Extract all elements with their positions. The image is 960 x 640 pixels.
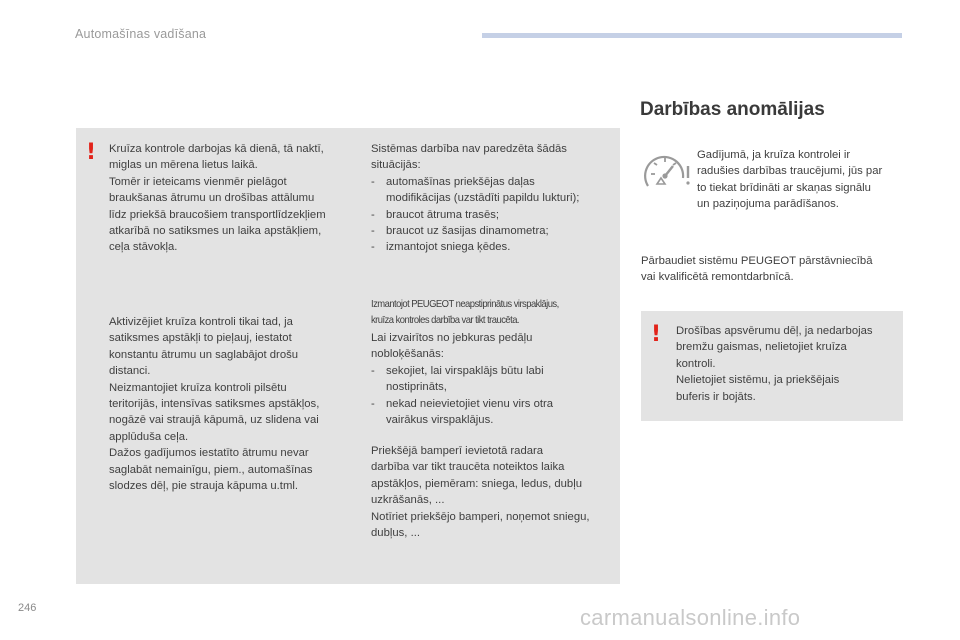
- text-line: to tiekat brīdināti ar skaņas signālu: [697, 181, 871, 194]
- speedometer-warning-icon: [643, 150, 693, 194]
- text-line: Priekšējā bamperī ievietotā radara: [371, 445, 544, 457]
- text-line: Aktivizējiet kruīza kontroli tikai tad, ja: [109, 316, 293, 328]
- col1-block1: [109, 141, 359, 256]
- watermark: carmanualsonline.info: [580, 605, 801, 630]
- text-line: ceļa stāvokļa.: [109, 241, 178, 254]
- text-line: Lai izvairītos no jebkuras pedāļu: [371, 332, 533, 344]
- text-line: saglabāt nemainīgu, piem., automašīnas: [109, 463, 313, 476]
- list-item: [371, 239, 616, 255]
- text-line: Pārbaudiet sistēmu PEUGEOT pārstāvniecībā: [641, 255, 873, 267]
- fault-text: [697, 147, 907, 213]
- text-line: Notīriet priekšējo bamperi, noņemot sniegu,: [371, 510, 590, 523]
- text-line: Drošības apsvērumu dēļ, ja nedarbojas: [676, 325, 873, 337]
- situations-list: [371, 174, 616, 256]
- warning-exclamation-icon: !: [86, 140, 97, 165]
- list-item: [371, 174, 616, 207]
- text-line: Dažos gadījumos iestatīto ātrumu nevar: [109, 447, 309, 460]
- text-line: Kruīza kontrole darbojas kā dienā, tā naktī,: [109, 143, 324, 155]
- text-line: satiksmes apstākļi to pieļauj, iestatot: [109, 332, 292, 345]
- text-line: dubļus, ...: [371, 527, 420, 540]
- list-item: [371, 207, 616, 223]
- list-item: [371, 223, 616, 239]
- mats-subheading: [371, 296, 619, 328]
- text-line: bremžu gaismas, nelietojiet kruīza: [676, 341, 847, 354]
- warning-exclamation-icon: !: [651, 322, 662, 347]
- text-line: atkarībā no satiksmes un laika apstākļiem,: [109, 225, 322, 238]
- text-line: kontroli.: [676, 357, 716, 370]
- col2-situations: [371, 141, 616, 256]
- list-item-text: braucot uz šasijas dinamometra;: [386, 225, 549, 238]
- section-title: Darbības anomālijas: [640, 99, 825, 120]
- text-line: konstantu ātrumu un saglabājot drošu: [109, 348, 299, 361]
- col2-radar: [371, 443, 616, 541]
- text-line: braukšanas ātrumu un drošības attālumu: [109, 192, 315, 205]
- text-line: Nelietojiet sistēmu, ja priekšējais: [676, 374, 840, 387]
- list-item-text: nostiprināts,: [386, 381, 447, 394]
- text-line: Tomēr ir ieteicams vienmēr pielāgot: [109, 175, 287, 188]
- text-line: Neizmantojiet kruīza kontroli pilsētu: [109, 381, 287, 394]
- text-line: slodzes dēļ, pie strauja kāpuma u.tml.: [109, 480, 299, 493]
- text-line: darbība var tikt traucēta noteiktos laika: [371, 461, 565, 474]
- text-line: radušies darbības traucējumi, jūs par: [697, 165, 883, 178]
- text-line: nogāzē vai straujā kāpumā, uz slidena vai: [109, 414, 319, 427]
- text-line: applūduša ceļa.: [109, 430, 189, 443]
- text-line: distanci.: [109, 365, 151, 378]
- list-item-text: izmantojot sniega ķēdes.: [386, 241, 511, 254]
- list-item: [371, 363, 616, 396]
- text-line: vai kvalificētā remontdarbnīcā.: [641, 271, 794, 284]
- header-bar: [482, 33, 902, 38]
- warning-text: [676, 323, 901, 405]
- list-item-text: braucot ātruma trasēs;: [386, 208, 500, 221]
- text-line: teritorijās, intensīvas satiksmes apstākļos,: [109, 398, 320, 411]
- check-text: [641, 253, 911, 286]
- text-line: un paziņojuma parādīšanos.: [697, 198, 839, 211]
- text-line: kruīza kontroles darbība var tikt traucēta.: [371, 314, 520, 326]
- page-number: 246: [18, 602, 37, 614]
- col1-block2: [109, 314, 359, 494]
- header-title: Automašīnas vadīšana: [75, 27, 207, 41]
- col2-mats: [371, 330, 616, 428]
- text-line: nobloķēšanās:: [371, 348, 444, 361]
- mats-list: [371, 363, 616, 429]
- text-line: līdz priekšā braucošiem transportlīdzekļiem: [109, 208, 326, 221]
- text-line: Izmantojot PEUGEOT neapstiprinātus virspaklājus,: [371, 298, 559, 310]
- text-line: miglas un mērena lietus laikā.: [109, 159, 258, 172]
- text-line: buferis ir bojāts.: [676, 390, 756, 403]
- text-line: uzkrāšanās, ...: [371, 494, 445, 507]
- text-line: Gadījumā, ja kruīza kontrolei ir: [697, 149, 851, 161]
- list-item-text: automašīnas priekšējas daļas: [386, 175, 535, 188]
- text-line: apstākļos, piemēram: sniega, ledus, dubļu: [371, 477, 582, 490]
- list-item: [371, 396, 616, 429]
- text-line: Sistēmas darbība nav paredzēta šādās: [371, 143, 567, 155]
- list-item-text: vairākus virspaklājus.: [386, 414, 494, 427]
- list-item-text: nekad neievietojiet vienu virs otra: [386, 397, 554, 410]
- list-item-text: sekojiet, lai virspaklājs būtu labi: [386, 364, 544, 377]
- text-line: situācijās:: [371, 159, 421, 172]
- list-item-text: modifikācijas (uzstādīti papildu lukturi);: [386, 192, 580, 205]
